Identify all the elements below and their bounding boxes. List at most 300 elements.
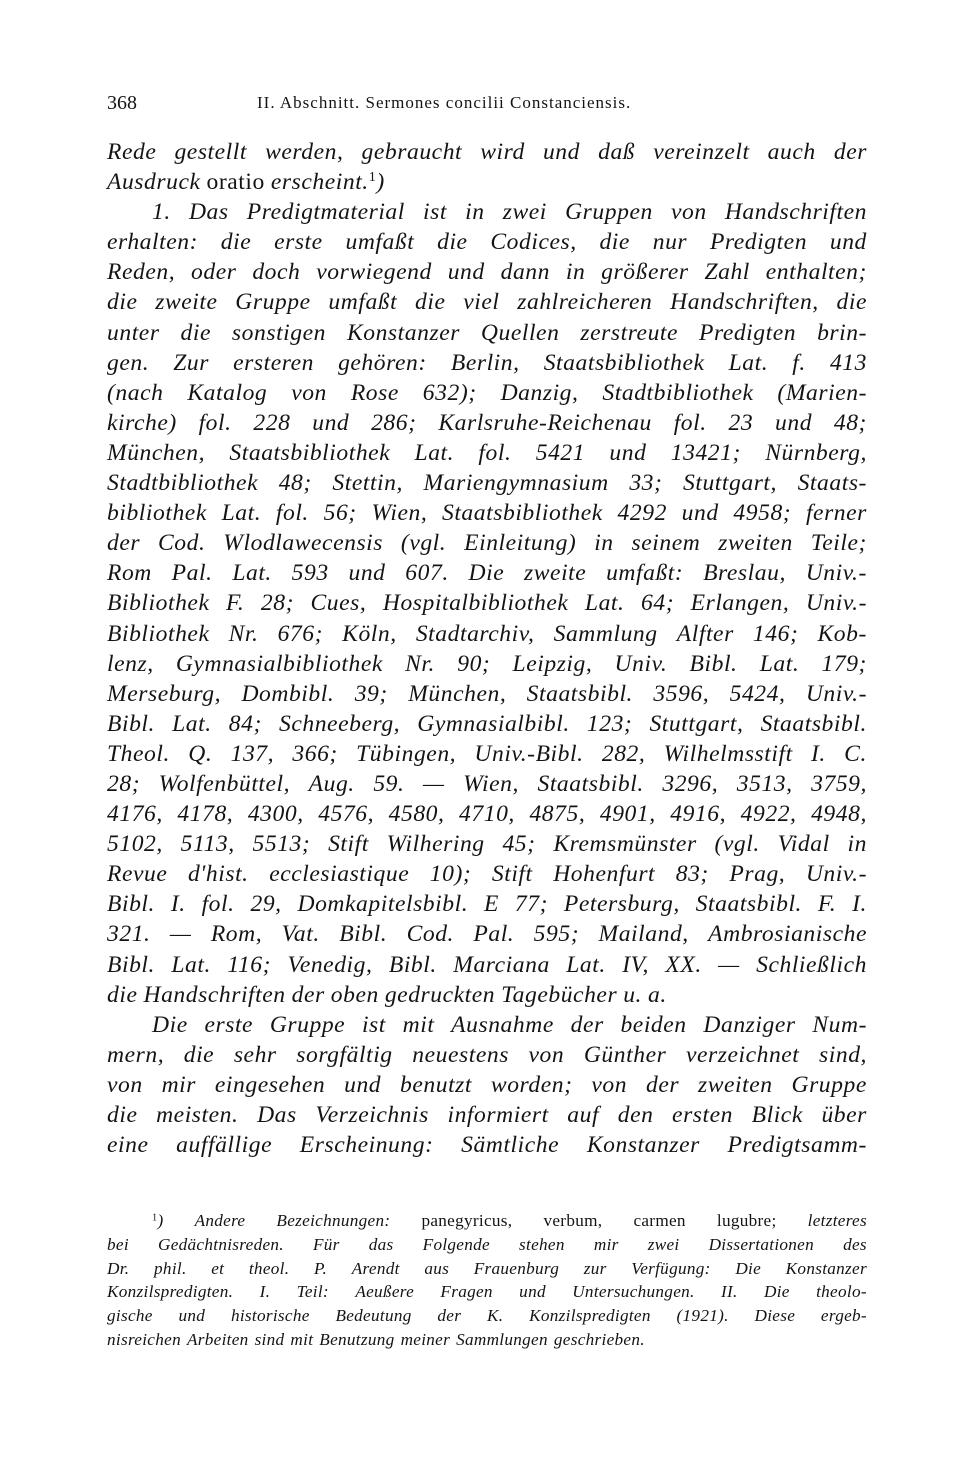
body-text-line <box>107 1100 867 1130</box>
word: Das <box>257 1102 297 1128</box>
word: eine <box>107 1132 149 1159</box>
word: IV, <box>622 951 649 978</box>
word: — <box>169 921 192 948</box>
word: von <box>107 1071 143 1098</box>
word: Dr. <box>107 1258 130 1278</box>
word: 4710, <box>459 801 515 828</box>
word: Univ.- <box>805 861 867 888</box>
word: 13421; <box>670 439 741 466</box>
word: Gruppen <box>565 199 653 226</box>
word: Staats- <box>797 470 867 497</box>
body-text-line <box>107 227 867 257</box>
word: und <box>447 259 485 286</box>
word: 4292 <box>617 500 667 527</box>
word: 4176, <box>107 801 163 828</box>
word: (vgl. <box>714 831 760 858</box>
word: Gymnasialbibliothek <box>175 650 383 677</box>
word: zur <box>583 1258 607 1278</box>
word: Wilhering <box>386 831 485 858</box>
word: umfaßt <box>328 289 398 316</box>
body-text-line <box>107 287 867 317</box>
body-text-line <box>107 919 867 949</box>
word: 607. <box>405 560 449 587</box>
word: Kremsmünster <box>553 831 697 858</box>
word: Rede <box>107 139 157 165</box>
word: die <box>183 1041 215 1068</box>
word: 64; <box>641 590 675 617</box>
word: Codices, <box>490 229 577 256</box>
word: F. <box>817 891 837 918</box>
word: umfaßt <box>345 229 415 256</box>
word: Univ.- <box>805 590 867 617</box>
word: Einleitung) <box>464 530 577 557</box>
word: fol. <box>673 409 707 436</box>
word: Handschriften, <box>670 289 819 316</box>
word: 4178, <box>177 801 234 828</box>
word: Andere <box>194 1211 246 1230</box>
word: Konstanzer <box>346 319 460 346</box>
word: auffällige <box>176 1132 273 1159</box>
word: sehr <box>233 1041 277 1068</box>
word: Staatsbibl. <box>695 891 803 918</box>
word: zahlreicheren <box>517 289 653 316</box>
word: 4875, <box>529 801 586 828</box>
word: 84; <box>228 710 262 737</box>
word: 4901, <box>599 801 656 828</box>
footnote <box>107 1209 867 1352</box>
word: ist <box>423 199 447 226</box>
word: d'hist. <box>187 861 249 888</box>
word: Revue <box>107 861 168 888</box>
word: brin- <box>817 319 867 346</box>
word: Staatsbibliothek <box>441 500 603 527</box>
word: Bibl. <box>107 951 155 978</box>
word: Wien, <box>371 500 428 527</box>
word: Blick <box>751 1102 803 1128</box>
word: Lat. <box>172 710 212 737</box>
word: Stuttgart, <box>683 470 777 497</box>
word: Aug. <box>308 770 355 797</box>
word: I. <box>170 891 186 918</box>
word: informiert <box>447 1102 549 1128</box>
word: lugubre; <box>716 1211 777 1230</box>
word: Staatsbibl. <box>537 770 644 797</box>
word: theol. <box>248 1258 290 1278</box>
word: Benutzung <box>319 1329 395 1349</box>
word: Predigtsamm- <box>727 1132 867 1159</box>
word: werden, <box>265 139 344 165</box>
body-text-line <box>107 1010 867 1040</box>
word: Vat. <box>281 921 320 948</box>
word: mir <box>161 1071 197 1098</box>
word: Wolfenbüttel, <box>158 770 291 797</box>
word: verbum, <box>543 1211 603 1230</box>
word: sorgfältig <box>296 1041 393 1068</box>
word: Sammlungen <box>456 1329 548 1349</box>
word: Die <box>764 1282 790 1302</box>
word: 595; <box>533 921 580 948</box>
word: Breslau, <box>703 560 786 587</box>
word: historische <box>230 1306 310 1326</box>
word: 179; <box>821 650 867 677</box>
word: 5421 <box>535 439 586 466</box>
body-text-line <box>107 167 867 197</box>
word: Untersuchungen. <box>572 1282 695 1302</box>
word: die <box>107 981 138 1008</box>
word: nur <box>652 229 688 256</box>
word: Bibliothek <box>107 620 210 647</box>
word: Lat. <box>566 951 606 978</box>
word: 5102, <box>107 831 163 858</box>
body-text-line <box>107 137 867 167</box>
body-text-line <box>107 769 867 799</box>
word: Lat. <box>232 560 272 587</box>
word: sonstigen <box>231 319 327 346</box>
word: Mariengymnasium <box>423 470 609 497</box>
word: Cod. <box>406 921 454 948</box>
word: Stadtarchiv, <box>415 620 535 647</box>
word: Stadtbibliothek <box>107 470 259 497</box>
word: in <box>565 259 586 286</box>
word: 676; <box>277 620 324 647</box>
word: 45; <box>502 831 536 858</box>
word: und <box>178 1306 206 1326</box>
word: 39; <box>354 680 388 707</box>
word: letzteres <box>807 1211 867 1230</box>
word: Quellen <box>480 319 560 346</box>
word: Kob- <box>817 620 867 647</box>
word: daß <box>598 139 636 165</box>
body-text-line <box>107 799 867 829</box>
word: carmen <box>633 1211 686 1230</box>
word: a. <box>647 981 667 1008</box>
word: Berlin, <box>450 349 520 376</box>
word: 59. <box>373 770 405 797</box>
body-text-line <box>107 950 867 980</box>
word: Schneeberg, <box>278 710 401 737</box>
word: viel <box>463 289 500 316</box>
word: 3296, <box>662 770 719 797</box>
word: Bezeichnungen: <box>276 1211 391 1230</box>
word: 282, <box>601 740 646 767</box>
word: Wien, <box>463 770 519 797</box>
body-text-line <box>107 348 867 378</box>
word: erste <box>204 1011 254 1038</box>
word: Rom, <box>210 921 263 948</box>
word: Stift <box>491 861 533 888</box>
page-number: 368 <box>107 92 137 114</box>
body-text-line <box>107 980 867 1010</box>
word: Die <box>468 560 505 587</box>
word: neuestens <box>412 1041 509 1068</box>
word: ersten <box>672 1102 734 1128</box>
word: 593 <box>291 560 329 587</box>
word: Verzeichnis <box>315 1102 429 1128</box>
word: Diese <box>754 1306 796 1326</box>
word: und <box>348 560 386 587</box>
word: Konstanzer <box>586 1132 700 1159</box>
word: über <box>821 1102 867 1128</box>
word: I. <box>811 740 826 767</box>
word: Reden, <box>107 259 176 286</box>
word: der <box>437 1306 462 1326</box>
word: Dombibl. <box>241 680 335 707</box>
body-text-line <box>107 859 867 889</box>
word: I. <box>852 891 867 918</box>
word: beiden <box>620 1011 687 1038</box>
word: Konstanzer <box>785 1258 867 1278</box>
word: Ausdruck <box>107 169 201 196</box>
word: gebraucht <box>361 139 463 165</box>
word: Die <box>735 1258 762 1278</box>
word: 23 <box>728 409 754 436</box>
word: eingesehen <box>214 1071 326 1098</box>
body-text-line <box>107 619 867 649</box>
word: f. <box>792 349 806 376</box>
word: $^1$) <box>152 1211 164 1230</box>
word: fol. <box>201 891 235 918</box>
word: 5513; <box>252 831 311 858</box>
word: mir <box>593 1234 619 1254</box>
word: Nr. <box>405 650 435 677</box>
body-text-line <box>107 408 867 438</box>
word: auf <box>567 1102 600 1128</box>
word: 28; <box>107 770 141 797</box>
word: 116; <box>227 951 272 978</box>
word: Domkapitelsbibl. <box>297 891 469 918</box>
word: oratio <box>206 169 265 196</box>
word: C. <box>844 740 867 767</box>
word: Stettin, <box>332 470 403 497</box>
word: fol. <box>198 409 232 436</box>
word: die <box>836 289 867 316</box>
word: der <box>833 139 867 165</box>
word: bibliothek <box>107 500 207 527</box>
word: 29, <box>250 891 282 918</box>
word: gedruckten <box>384 981 496 1008</box>
word: unter <box>107 319 160 346</box>
word: ersteren <box>233 349 314 376</box>
word: Erlangen, <box>690 590 790 617</box>
word: und <box>344 1071 382 1098</box>
word: doch <box>252 259 301 286</box>
word: dann <box>500 259 550 286</box>
word: Lat. <box>728 349 769 376</box>
word: Cues, <box>310 590 367 617</box>
word: Köln, <box>342 620 397 647</box>
word: 4922, <box>740 801 797 828</box>
word: 56; <box>323 500 357 527</box>
word: 137, <box>230 740 275 767</box>
word: Das <box>188 199 229 226</box>
word: Tagebücher <box>501 981 618 1008</box>
word: Venedig, <box>287 951 373 978</box>
word: Cod. <box>157 530 206 557</box>
word: von <box>670 199 707 226</box>
word: zweite <box>524 560 587 587</box>
body-text-line <box>107 438 867 468</box>
body-text-line <box>107 1130 867 1160</box>
word: Bibl. <box>689 650 738 677</box>
word: gen. <box>107 349 150 376</box>
word: 146; <box>752 620 799 647</box>
body-text-line <box>107 588 867 618</box>
word: und <box>681 500 719 527</box>
word: München, <box>107 439 206 466</box>
word: 228 <box>253 409 291 436</box>
body-text-line <box>107 829 867 859</box>
word: 77; <box>514 891 548 918</box>
word: Handschriften <box>724 199 867 226</box>
word: umfaßt: <box>606 560 684 587</box>
word: Bibl. <box>388 951 437 978</box>
word: München, <box>408 680 507 707</box>
word: und <box>775 409 813 436</box>
word: von <box>291 379 327 406</box>
word: seinem <box>631 530 701 557</box>
word: Staatsbibliothek <box>543 349 705 376</box>
word: Mailand, <box>598 921 689 948</box>
word: gestellt <box>174 139 247 165</box>
word: Univ.- <box>805 680 867 707</box>
word: die <box>180 319 211 346</box>
word: Staatsbibl. <box>526 680 633 707</box>
word: Stift <box>328 831 369 858</box>
word: vereinzelt <box>653 139 750 165</box>
word: Leipzig, <box>512 650 593 677</box>
word: Handschriften <box>143 981 286 1008</box>
word: Gruppe <box>269 1011 346 1038</box>
word: Nürnberg, <box>765 439 867 466</box>
word: 4916, <box>670 801 727 828</box>
word: oben <box>330 981 379 1008</box>
body-text-line <box>107 709 867 739</box>
word: — <box>718 951 740 978</box>
word: Theol. <box>107 740 170 767</box>
word: Katalog <box>187 379 268 406</box>
word: Arendt <box>351 1258 400 1278</box>
word: meiner <box>400 1329 451 1349</box>
word: und <box>542 139 580 165</box>
word: in <box>847 831 867 858</box>
word: Ambrosianische <box>708 921 867 948</box>
word: die <box>107 1102 138 1128</box>
running-title: II. Abschnitt. Sermones concilii Constanciensis. <box>257 93 632 112</box>
word: I. <box>259 1282 271 1302</box>
word: mern, <box>107 1041 165 1068</box>
word: zweiten <box>697 1071 773 1098</box>
word: 366; <box>292 740 338 767</box>
word: Ausnahme <box>451 1011 554 1038</box>
word: mit <box>402 1011 435 1038</box>
word: K. <box>486 1306 504 1326</box>
word: nisreichen <box>107 1329 181 1349</box>
word: 5113, <box>180 831 235 858</box>
word: ecclesiastique <box>269 861 410 888</box>
word: 4958; <box>733 500 792 527</box>
word: und <box>312 409 350 436</box>
word: Lat. <box>414 439 455 466</box>
word: 90; <box>457 650 491 677</box>
page-header <box>107 92 867 118</box>
word: Bibliothek <box>107 590 210 617</box>
word: Staatsbibl. <box>760 710 867 737</box>
word: größerer <box>601 259 689 286</box>
body-text-line <box>107 498 867 528</box>
word: 4948, <box>811 801 867 828</box>
word: Dissertationen <box>708 1234 815 1254</box>
word: II. <box>720 1282 738 1302</box>
word: Sämtliche <box>461 1132 560 1159</box>
word: bei <box>107 1234 129 1254</box>
word: enthalten; <box>765 259 867 286</box>
word: erhalten: <box>107 229 199 256</box>
word: Schließlich <box>756 951 867 978</box>
word: P. <box>313 1258 328 1278</box>
word: Lat. <box>584 590 625 617</box>
word: Bibl. <box>339 921 388 948</box>
word: Bibl. <box>107 891 155 918</box>
word: Univ. <box>614 650 668 677</box>
word: Konzilspredigten. <box>107 1282 234 1302</box>
word: Rose <box>350 379 399 406</box>
word: XX. <box>665 951 702 978</box>
word: 10); <box>429 861 472 888</box>
word: Günther <box>583 1041 667 1068</box>
word: mit <box>290 1329 314 1349</box>
word: 1. <box>152 199 171 226</box>
word: Lat. <box>221 500 262 527</box>
word: Prag, <box>729 861 786 888</box>
word: Rom <box>107 560 152 587</box>
word: 83; <box>675 861 709 888</box>
body-text-line <box>107 318 867 348</box>
word: panegyricus, <box>421 1211 513 1230</box>
word: erscheint.$^1$) <box>270 169 385 196</box>
word: von <box>528 1041 565 1068</box>
word: — <box>423 770 445 797</box>
word: (vgl. <box>400 530 447 557</box>
word: ergeb- <box>820 1306 867 1326</box>
word: Pal. <box>473 921 515 948</box>
word: Vidal <box>777 831 830 858</box>
word: Zur <box>173 349 210 376</box>
body-text-line <box>107 468 867 498</box>
body-text-line <box>107 558 867 588</box>
word: phil. <box>154 1258 187 1278</box>
word: Folgende <box>422 1234 490 1254</box>
word: 33; <box>629 470 663 497</box>
footnote-line <box>107 1209 867 1233</box>
word: von <box>591 1071 628 1098</box>
word: Wlodlawecensis <box>223 530 384 557</box>
word: Karlsruhe-Reichenau <box>438 409 652 436</box>
word: in <box>465 199 485 226</box>
word: und <box>609 439 647 466</box>
word: theolo- <box>816 1282 867 1302</box>
word: Marciana <box>453 951 550 978</box>
word: 123; <box>586 710 633 737</box>
word: E <box>484 891 500 918</box>
word: 4300, <box>247 801 304 828</box>
body-text-line <box>107 649 867 679</box>
word: in <box>594 530 614 557</box>
word: wird <box>480 139 525 165</box>
word: benutzt <box>400 1071 473 1098</box>
word: et <box>211 1258 225 1278</box>
body-text-line <box>107 197 867 227</box>
word: aus <box>424 1258 450 1278</box>
